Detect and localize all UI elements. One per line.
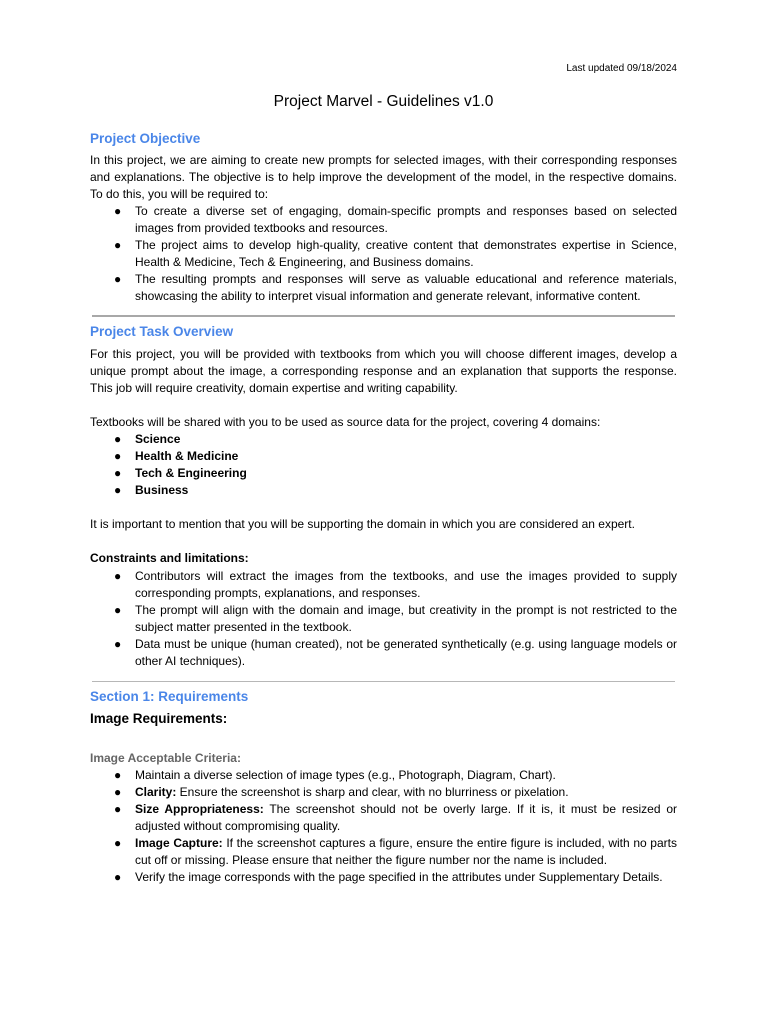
bullet-icon: ● bbox=[114, 768, 122, 782]
domain-list bbox=[90, 431, 677, 499]
list-item: ● Clarity: Ensure the screenshot is sharp and clear, with no blurriness or pixelation. bbox=[114, 785, 569, 799]
heading-project-task-overview: Project Task Overview bbox=[90, 324, 234, 339]
overview-intro: For this project, you will be provided with textbooks from which you will choose different images, develop a unique prompt about the image, a corresponding response and an explanation that supports the response. This job will require creativity, domain expertise and writing capability. bbox=[90, 347, 677, 395]
objective-bullets bbox=[90, 203, 677, 305]
list-item: ● Size Appropriateness: The screenshot should not be overly large. If it is, it must be resized or adjusted without compromising quality. bbox=[114, 802, 677, 833]
list-item: ● Data must be unique (human created), not be generated synthetically (e.g. using language models or other AI techniques). bbox=[114, 637, 677, 668]
bullet-icon: ● bbox=[114, 870, 122, 884]
criteria-list bbox=[90, 767, 677, 886]
list-item: ● To create a diverse set of engaging, domain-specific prompts and responses based on selected images from provided textbooks and resources. bbox=[114, 204, 677, 235]
section-divider bbox=[92, 315, 675, 317]
list-item: ● Business bbox=[114, 483, 189, 497]
bullet-icon: ● bbox=[114, 272, 122, 286]
bullet-icon: ● bbox=[114, 603, 122, 617]
list-item: ● Verify the image corresponds with the page specified in the attributes under Supplementary Details. bbox=[114, 870, 663, 884]
bullet-icon: ● bbox=[114, 204, 122, 218]
constraints-heading: Constraints and limitations: bbox=[90, 551, 249, 565]
bullet-icon: ● bbox=[114, 238, 122, 252]
list-item: ● Contributors will extract the images from the textbooks, and use the images provided to supply corresponding prompts, explanations, and responses. bbox=[114, 569, 677, 600]
bullet-icon: ● bbox=[114, 449, 122, 463]
bullet-icon: ● bbox=[114, 802, 122, 816]
section-divider bbox=[92, 681, 675, 682]
list-item: ● Maintain a diverse selection of image types (e.g., Photograph, Diagram, Chart). bbox=[114, 768, 556, 782]
heading-section-1-requirements: Section 1: Requirements bbox=[90, 689, 249, 704]
list-item: ● The prompt will align with the domain and image, but creativity in the prompt is not restricted to the subject matter presented in the textbook. bbox=[114, 603, 677, 634]
document-title: Project Marvel - Guidelines v1.0 bbox=[273, 93, 494, 110]
list-item: ● Tech & Engineering bbox=[114, 466, 247, 480]
constraints-list bbox=[90, 568, 677, 670]
list-item: ● Health & Medicine bbox=[114, 449, 239, 463]
domains-intro: Textbooks will be shared with you to be used as source data for the project, covering 4 domains: bbox=[90, 415, 601, 429]
bullet-icon: ● bbox=[114, 569, 122, 583]
last-updated-date: Last updated 09/18/2024 bbox=[566, 63, 677, 74]
heading-project-objective: Project Objective bbox=[90, 131, 201, 146]
bullet-icon: ● bbox=[114, 836, 122, 850]
bullet-icon: ● bbox=[114, 432, 122, 446]
bullet-icon: ● bbox=[114, 483, 122, 497]
list-item: ● The resulting prompts and responses will serve as valuable educational and reference materials, showcasing the ability to interpret visual information and generate relevant, informative content. bbox=[114, 272, 677, 303]
heading-image-requirements: Image Requirements: bbox=[90, 711, 228, 726]
objective-intro: In this project, we are aiming to create new prompts for selected images, with their corresponding responses and explanations. The objective is to help improve the development of the model, in the respective domains. To do this, you will be required to: bbox=[90, 153, 677, 201]
expert-note: It is important to mention that you will be supporting the domain in which you are considered an expert. bbox=[90, 517, 635, 531]
list-item: ● Science bbox=[114, 432, 181, 446]
bullet-icon: ● bbox=[114, 466, 122, 480]
bullet-icon: ● bbox=[114, 785, 122, 799]
list-item: ● Image Capture: If the screenshot captures a figure, ensure the entire figure is included, with no parts cut off or missing. Please ensure that neither the figure number nor the name is included. bbox=[114, 836, 677, 867]
bullet-icon: ● bbox=[114, 637, 122, 651]
list-item: ● The project aims to develop high-quality, creative content that demonstrates expertise in Science, Health & Medicine, Tech & Engineering, and Business domains. bbox=[114, 238, 677, 269]
heading-image-acceptable-criteria: Image Acceptable Criteria: bbox=[90, 751, 241, 765]
